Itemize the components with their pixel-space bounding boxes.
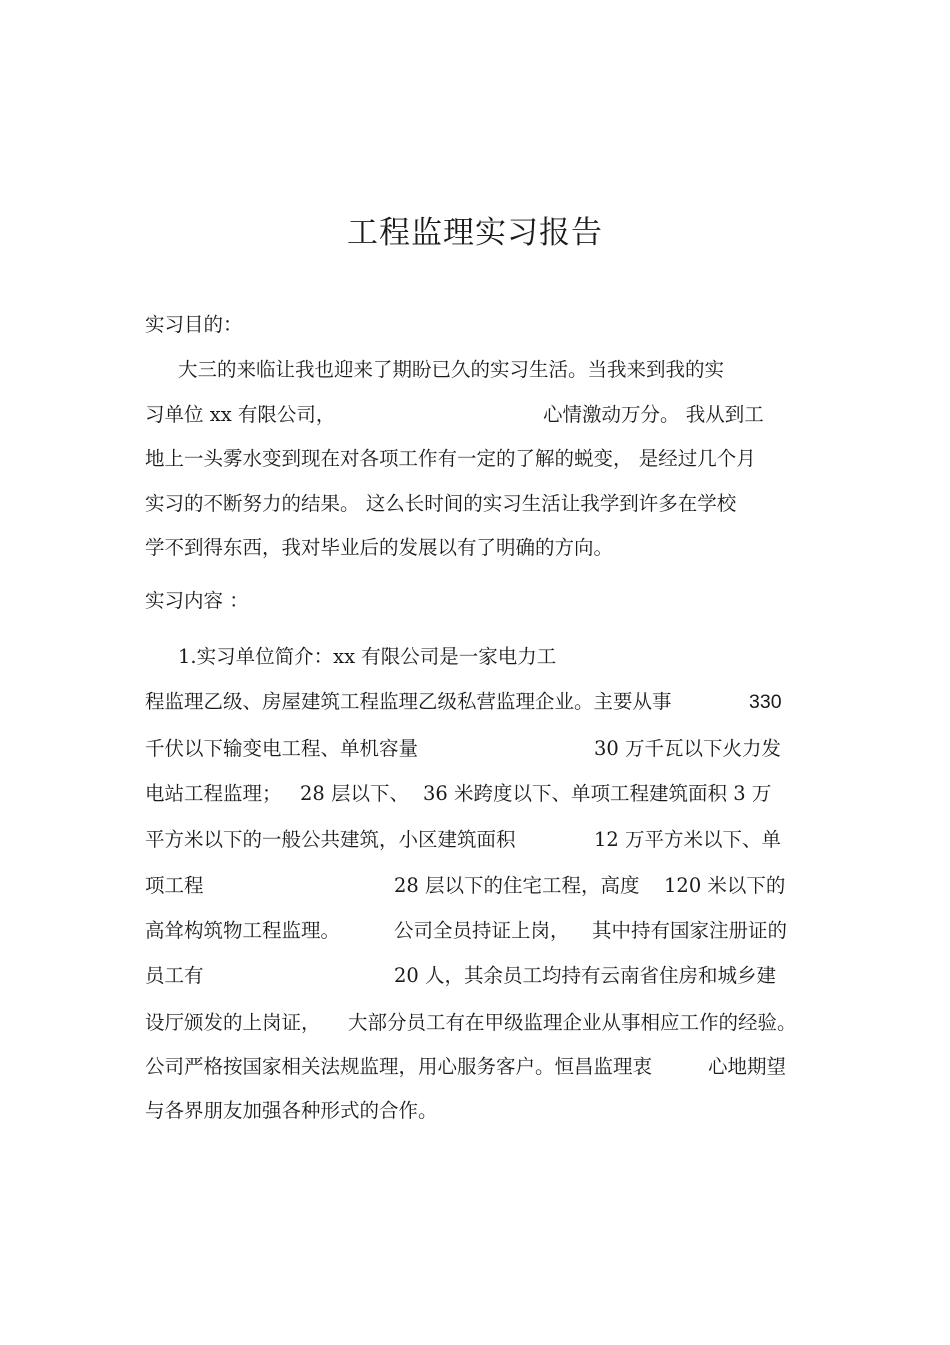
paragraph-line: 项工程 xyxy=(145,874,204,897)
paragraph-line: 120 米以下的 xyxy=(664,874,786,897)
paragraph-line: 28 层以下、 xyxy=(300,782,410,805)
paragraph-line: 电站工程监理； xyxy=(145,782,282,805)
paragraph-line: 学不到得东西，我对毕业后的发展以有了明确的方向。 xyxy=(145,536,614,559)
paragraph-line: 20 人，其余员工均持有云南省住房和城乡建 xyxy=(394,964,777,987)
paragraph-line: 28 层以下的住宅工程，高度 xyxy=(394,874,640,897)
paragraph-line: 实习的不断努力的结果。 这么长时间的实习生活让我学到许多在学校 xyxy=(145,492,737,515)
paragraph-line: 公司严格按国家相关法规监理，用心服务客户。恒昌监理衷 xyxy=(145,1055,653,1078)
paragraph-line: 心地期望 xyxy=(708,1055,787,1078)
paragraph-line: 习单位 xx 有限公司， xyxy=(145,403,336,426)
section-heading-content: 实习内容 ： xyxy=(145,589,249,612)
paragraph-line: 36 米跨度以下、单项工程建筑面积 3 万 xyxy=(423,782,772,805)
paragraph-line: 心情激动万分。 我从到工 xyxy=(543,403,764,426)
paragraph-line: 其中持有国家注册证的 xyxy=(592,919,788,942)
paragraph-line: 1.实习单位简介：xx 有限公司是一家电力工 xyxy=(178,645,557,668)
paragraph-line: 与各界朋友加强各种形式的合作。 xyxy=(145,1099,438,1122)
paragraph-line: 平方米以下的一般公共建筑，小区建筑面积 xyxy=(145,828,516,851)
paragraph-line: 330 xyxy=(749,691,782,713)
section-heading-purpose: 实习目的： xyxy=(145,313,243,336)
paragraph-line: 地上一头雾水变到现在对各项工作有一定的了解的蜕变， 是经过几个月 xyxy=(145,447,756,470)
paragraph-line: 12 万平方米以下、单 xyxy=(594,828,782,851)
paragraph-line: 高耸构筑物工程监理。 xyxy=(145,919,341,942)
paragraph-line: 30 万千瓦以下火力发 xyxy=(594,737,782,760)
paragraph-line: 程监理乙级、房屋建筑工程监理乙级私营监理企业。主要从事 xyxy=(145,690,672,713)
paragraph-line: 大部分员工有在甲级监理企业从事相应工作的经验。 xyxy=(348,1011,797,1034)
document-title: 工程监理实习报告 xyxy=(347,215,603,251)
paragraph-line: 大三的来临让我也迎来了期盼已久的实习生活。当我来到我的实 xyxy=(178,358,725,381)
paragraph-line: 公司全员持证上岗， xyxy=(394,919,570,942)
paragraph-line: 千伏以下输变电工程、单机容量 xyxy=(145,737,419,760)
paragraph-line: 设厅颁发的上岗证， xyxy=(145,1011,321,1034)
paragraph-line: 员工有 xyxy=(145,964,204,987)
